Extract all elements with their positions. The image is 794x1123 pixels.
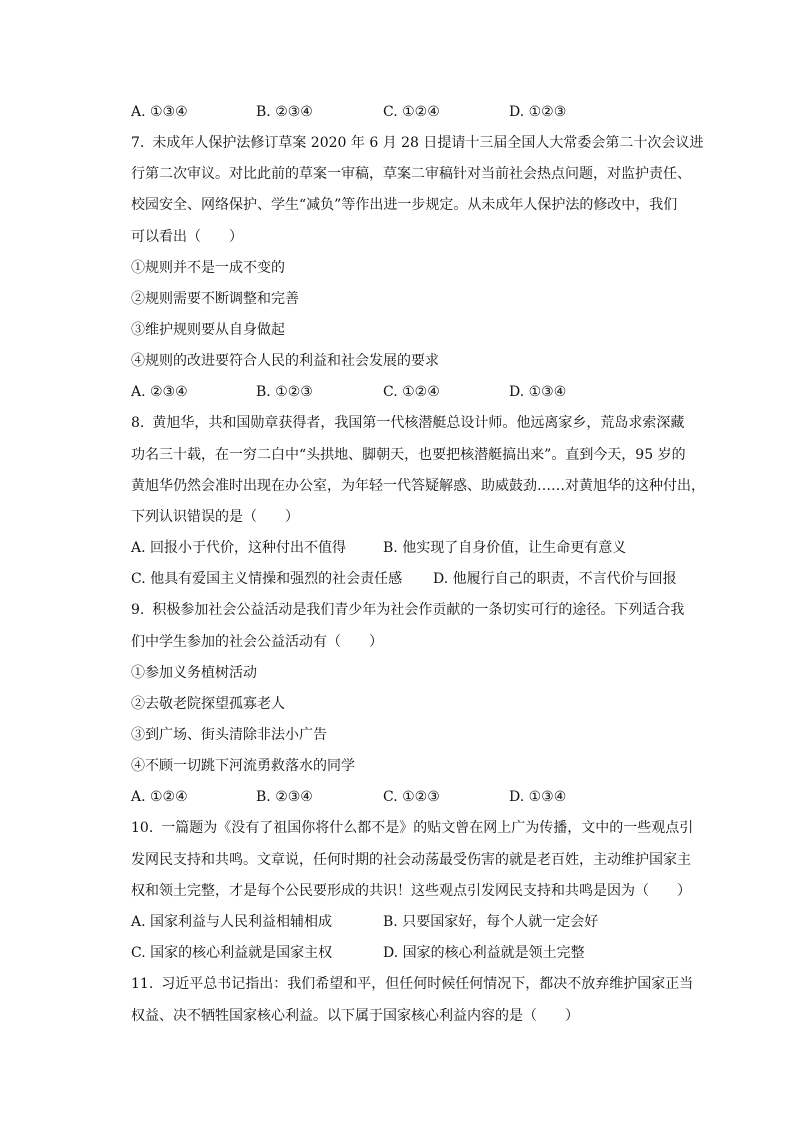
q8-stem-text-1: 黄旭华，共和国勋章获得者，我国第一代核潜艇总设计师。他远离家乡，荒岛求索深藏 bbox=[152, 415, 685, 431]
q10-number: 10. bbox=[131, 820, 154, 836]
q7-item-3: ③维护规则要从自身做起 bbox=[131, 322, 285, 338]
q7-option-c[interactable]: C. ①②④ bbox=[383, 384, 440, 400]
q8-option-c[interactable]: C. 他具有爱国主义情操和强烈的社会责任感 bbox=[131, 571, 403, 587]
q9-option-d[interactable]: D. ①③④ bbox=[509, 789, 567, 805]
q8-option-b[interactable]: B. 他实现了自身价值，让生命更有意义 bbox=[383, 540, 627, 556]
q7-number: 7. bbox=[131, 135, 145, 151]
q7-item-4: ④规则的改进要符合人民的利益和社会发展的要求 bbox=[131, 353, 439, 369]
q9-stem-line-1 bbox=[131, 600, 684, 620]
q8-option-a[interactable]: A. 回报小于代价，这种付出不值得 bbox=[131, 540, 347, 556]
q9-item-3: ③到广场、街头清除非法小广告 bbox=[131, 727, 327, 743]
q7-stem-line-1 bbox=[131, 133, 703, 153]
q9-item-2: ②去敬老院探望孤寡老人 bbox=[131, 696, 285, 712]
q7-option-a[interactable]: A. ②③④ bbox=[131, 384, 188, 400]
q6-option-b[interactable]: B. ②③④ bbox=[256, 104, 313, 120]
q10-option-d[interactable]: D. 国家的核心利益就是领土完整 bbox=[383, 945, 585, 961]
q8-stem-line-4: 下列认识错误的是（ ） bbox=[131, 509, 299, 525]
q10-stem-line-3: 权和领土完整，才是每个公民要形成的共识！这些观点引发网民支持和共鸣是因为（ ） bbox=[131, 883, 691, 899]
q6-option-a[interactable]: A. ①③④ bbox=[131, 104, 188, 120]
q7-stem-line-3: 校园安全、网络保护、学生“减负”等作出进一步规定。从未成年人保护法的修改中，我们 bbox=[131, 197, 678, 213]
q7-option-b[interactable]: B. ①②③ bbox=[256, 384, 313, 400]
q8-number: 8. bbox=[131, 415, 145, 431]
q7-option-d[interactable]: D. ①③④ bbox=[509, 384, 567, 400]
q10-option-b[interactable]: B. 只要国家好，每个人就一定会好 bbox=[383, 914, 599, 930]
q11-stem-line-1 bbox=[131, 974, 693, 994]
q6-option-c[interactable]: C. ①②④ bbox=[383, 104, 440, 120]
q10-stem-text-1: 一篇题为《没有了祖国你将什么都不是》的贴文曾在网上广为传播，文中的一些观点引 bbox=[161, 820, 694, 836]
q6-option-d[interactable]: D. ①②③ bbox=[509, 104, 567, 120]
q10-stem-line-1 bbox=[131, 818, 693, 838]
q9-stem-line-2: 们中学生参加的社会公益活动有（ ） bbox=[131, 634, 383, 650]
q11-stem-text-1: 习近平总书记指出：我们希望和平，但任何时候任何情况下，都决不放弃维护国家正当 bbox=[161, 976, 694, 992]
q11-stem-line-2: 权益、决不牺牲国家核心利益。以下属于国家核心利益内容的是（ ） bbox=[131, 1008, 579, 1024]
q11-number: 11. bbox=[131, 976, 154, 992]
q7-stem-line-2: 行第二次审议。对比此前的草案一审稿，草案二审稿针对当前社会热点问题，对监护责任、 bbox=[131, 166, 691, 182]
q9-option-b[interactable]: B. ②③④ bbox=[256, 789, 313, 805]
q9-stem-text-1: 积极参加社会公益活动是我们青少年为社会作贡献的一条切实可行的途径。下列适合我 bbox=[152, 602, 685, 618]
q9-item-1: ①参加义务植树活动 bbox=[131, 665, 257, 681]
q9-number: 9. bbox=[131, 602, 145, 618]
q9-item-4: ④不顾一切跳下河流勇救落水的同学 bbox=[131, 758, 355, 774]
q9-option-c[interactable]: C. ①②③ bbox=[383, 789, 440, 805]
q10-option-a[interactable]: A. 国家利益与人民利益相辅相成 bbox=[131, 914, 333, 930]
q9-option-a[interactable]: A. ①②④ bbox=[131, 789, 188, 805]
q10-option-c[interactable]: C. 国家的核心利益就是国家主权 bbox=[131, 945, 333, 961]
q7-item-1: ①规则并不是一成不变的 bbox=[131, 260, 285, 276]
q7-stem-line-4: 可以看出（ ） bbox=[131, 229, 243, 245]
q8-option-d[interactable]: D. 他履行自己的职责，不言代价与回报 bbox=[433, 571, 677, 587]
q8-stem-line-3: 黄旭华仍然会准时出现在办公室，为年轻一代答疑解惑、助威鼓劲……对黄旭华的这种付出， bbox=[131, 478, 705, 494]
q7-stem-text-1: 未成年人保护法修订草案 2020 年 6 月 28 日提请十三届全国人大常委会第二十次会议进 bbox=[152, 135, 704, 151]
q8-stem-line-1 bbox=[131, 413, 684, 433]
q7-item-2: ②规则需要不断调整和完善 bbox=[131, 291, 299, 307]
q10-stem-line-2: 发网民支持和共鸣。文章说，任何时期的社会动荡最受伤害的就是老百姓，主动维护国家主 bbox=[131, 852, 691, 868]
q8-stem-line-2: 功名三十载，在一穷二白中“头拱地、脚朝天，也要把核潜艇搞出来”。直到今天，95 岁的 bbox=[131, 447, 686, 463]
